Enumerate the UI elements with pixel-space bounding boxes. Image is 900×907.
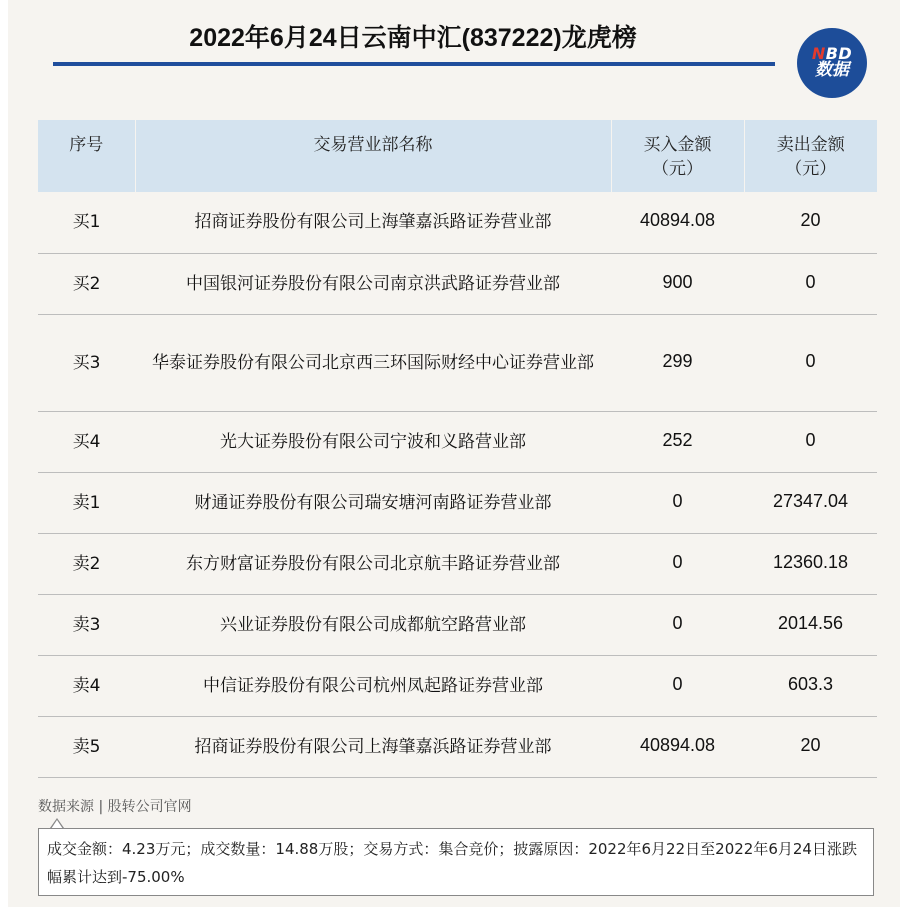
- row-dept: 东方财富证券股份有限公司北京航丰路证券营业部: [135, 533, 611, 594]
- row-seq: 买4: [38, 411, 135, 472]
- row-sell-amount: 20: [744, 716, 877, 777]
- dragon-tiger-table: [38, 120, 877, 778]
- row-dept: 华泰证券股份有限公司北京西三环国际财经中心证券营业部: [135, 314, 611, 411]
- row-buy-amount: 40894.08: [611, 716, 744, 777]
- row-dept: 兴业证券股份有限公司成都航空路营业部: [135, 594, 611, 655]
- table-row: [38, 472, 877, 533]
- row-buy-amount: 0: [611, 594, 744, 655]
- logo-line2: 数据: [815, 60, 849, 81]
- row-sell-amount: 27347.04: [744, 472, 877, 533]
- row-dept: 招商证券股份有限公司上海肇嘉浜路证券营业部: [135, 192, 611, 253]
- row-buy-amount: 299: [611, 314, 744, 411]
- table-row: [38, 253, 877, 314]
- row-seq: 卖2: [38, 533, 135, 594]
- row-sell-amount: 0: [744, 411, 877, 472]
- header-dept: 交易营业部名称: [135, 120, 611, 192]
- page-title: 2022年6月24日云南中汇(837222)龙虎榜: [189, 24, 637, 52]
- row-sell-amount: 603.3: [744, 655, 877, 716]
- table-row: [38, 411, 877, 472]
- row-dept: 招商证券股份有限公司上海肇嘉浜路证券营业部: [135, 716, 611, 777]
- logo-bd: BD: [825, 43, 853, 63]
- table-row: [38, 716, 877, 777]
- table-row: [38, 192, 877, 253]
- table-header-row: [38, 120, 877, 192]
- header-seq: 序号: [38, 120, 135, 192]
- row-sell-amount: 2014.56: [744, 594, 877, 655]
- row-dept: 财通证券股份有限公司瑞安塘河南路证券营业部: [135, 472, 611, 533]
- header-buy: 买入金额 （元）: [611, 120, 744, 192]
- logo-n: N: [811, 43, 826, 63]
- row-seq: 买2: [38, 253, 135, 314]
- row-buy-amount: 0: [611, 533, 744, 594]
- row-buy-amount: 900: [611, 253, 744, 314]
- row-dept: 中国银河证券股份有限公司南京洪武路证券营业部: [135, 253, 611, 314]
- row-sell-amount: 0: [744, 314, 877, 411]
- row-seq: 卖4: [38, 655, 135, 716]
- trade-summary-note: 成交金额：4.23万元；成交数量：14.88万股；交易方式：集合竞价；披露原因：2022年6月22日至2022年6月24日涨跌幅累计达到-75.00%: [38, 828, 874, 896]
- row-sell-amount: 0: [744, 253, 877, 314]
- data-source: 数据来源 | 股转公司官网: [38, 799, 192, 815]
- row-buy-amount: 0: [611, 655, 744, 716]
- header-sell: 卖出金额 （元）: [744, 120, 877, 192]
- row-sell-amount: 20: [744, 192, 877, 253]
- row-buy-amount: 0: [611, 472, 744, 533]
- nbd-logo: [797, 28, 867, 98]
- title-underline: [53, 62, 775, 66]
- row-seq: 卖3: [38, 594, 135, 655]
- row-seq: 买1: [38, 192, 135, 253]
- row-dept: 中信证券股份有限公司杭州凤起路证券营业部: [135, 655, 611, 716]
- report-card: [8, 0, 900, 907]
- row-seq: 卖5: [38, 716, 135, 777]
- row-seq: 卖1: [38, 472, 135, 533]
- row-buy-amount: 40894.08: [611, 192, 744, 253]
- note-pointer: [50, 818, 64, 828]
- row-dept: 光大证券股份有限公司宁波和义路营业部: [135, 411, 611, 472]
- table-row: [38, 655, 877, 716]
- row-sell-amount: 12360.18: [744, 533, 877, 594]
- row-seq: 买3: [38, 314, 135, 411]
- table-row: [38, 594, 877, 655]
- table-row: [38, 314, 877, 411]
- table-row: [38, 533, 877, 594]
- row-buy-amount: 252: [611, 411, 744, 472]
